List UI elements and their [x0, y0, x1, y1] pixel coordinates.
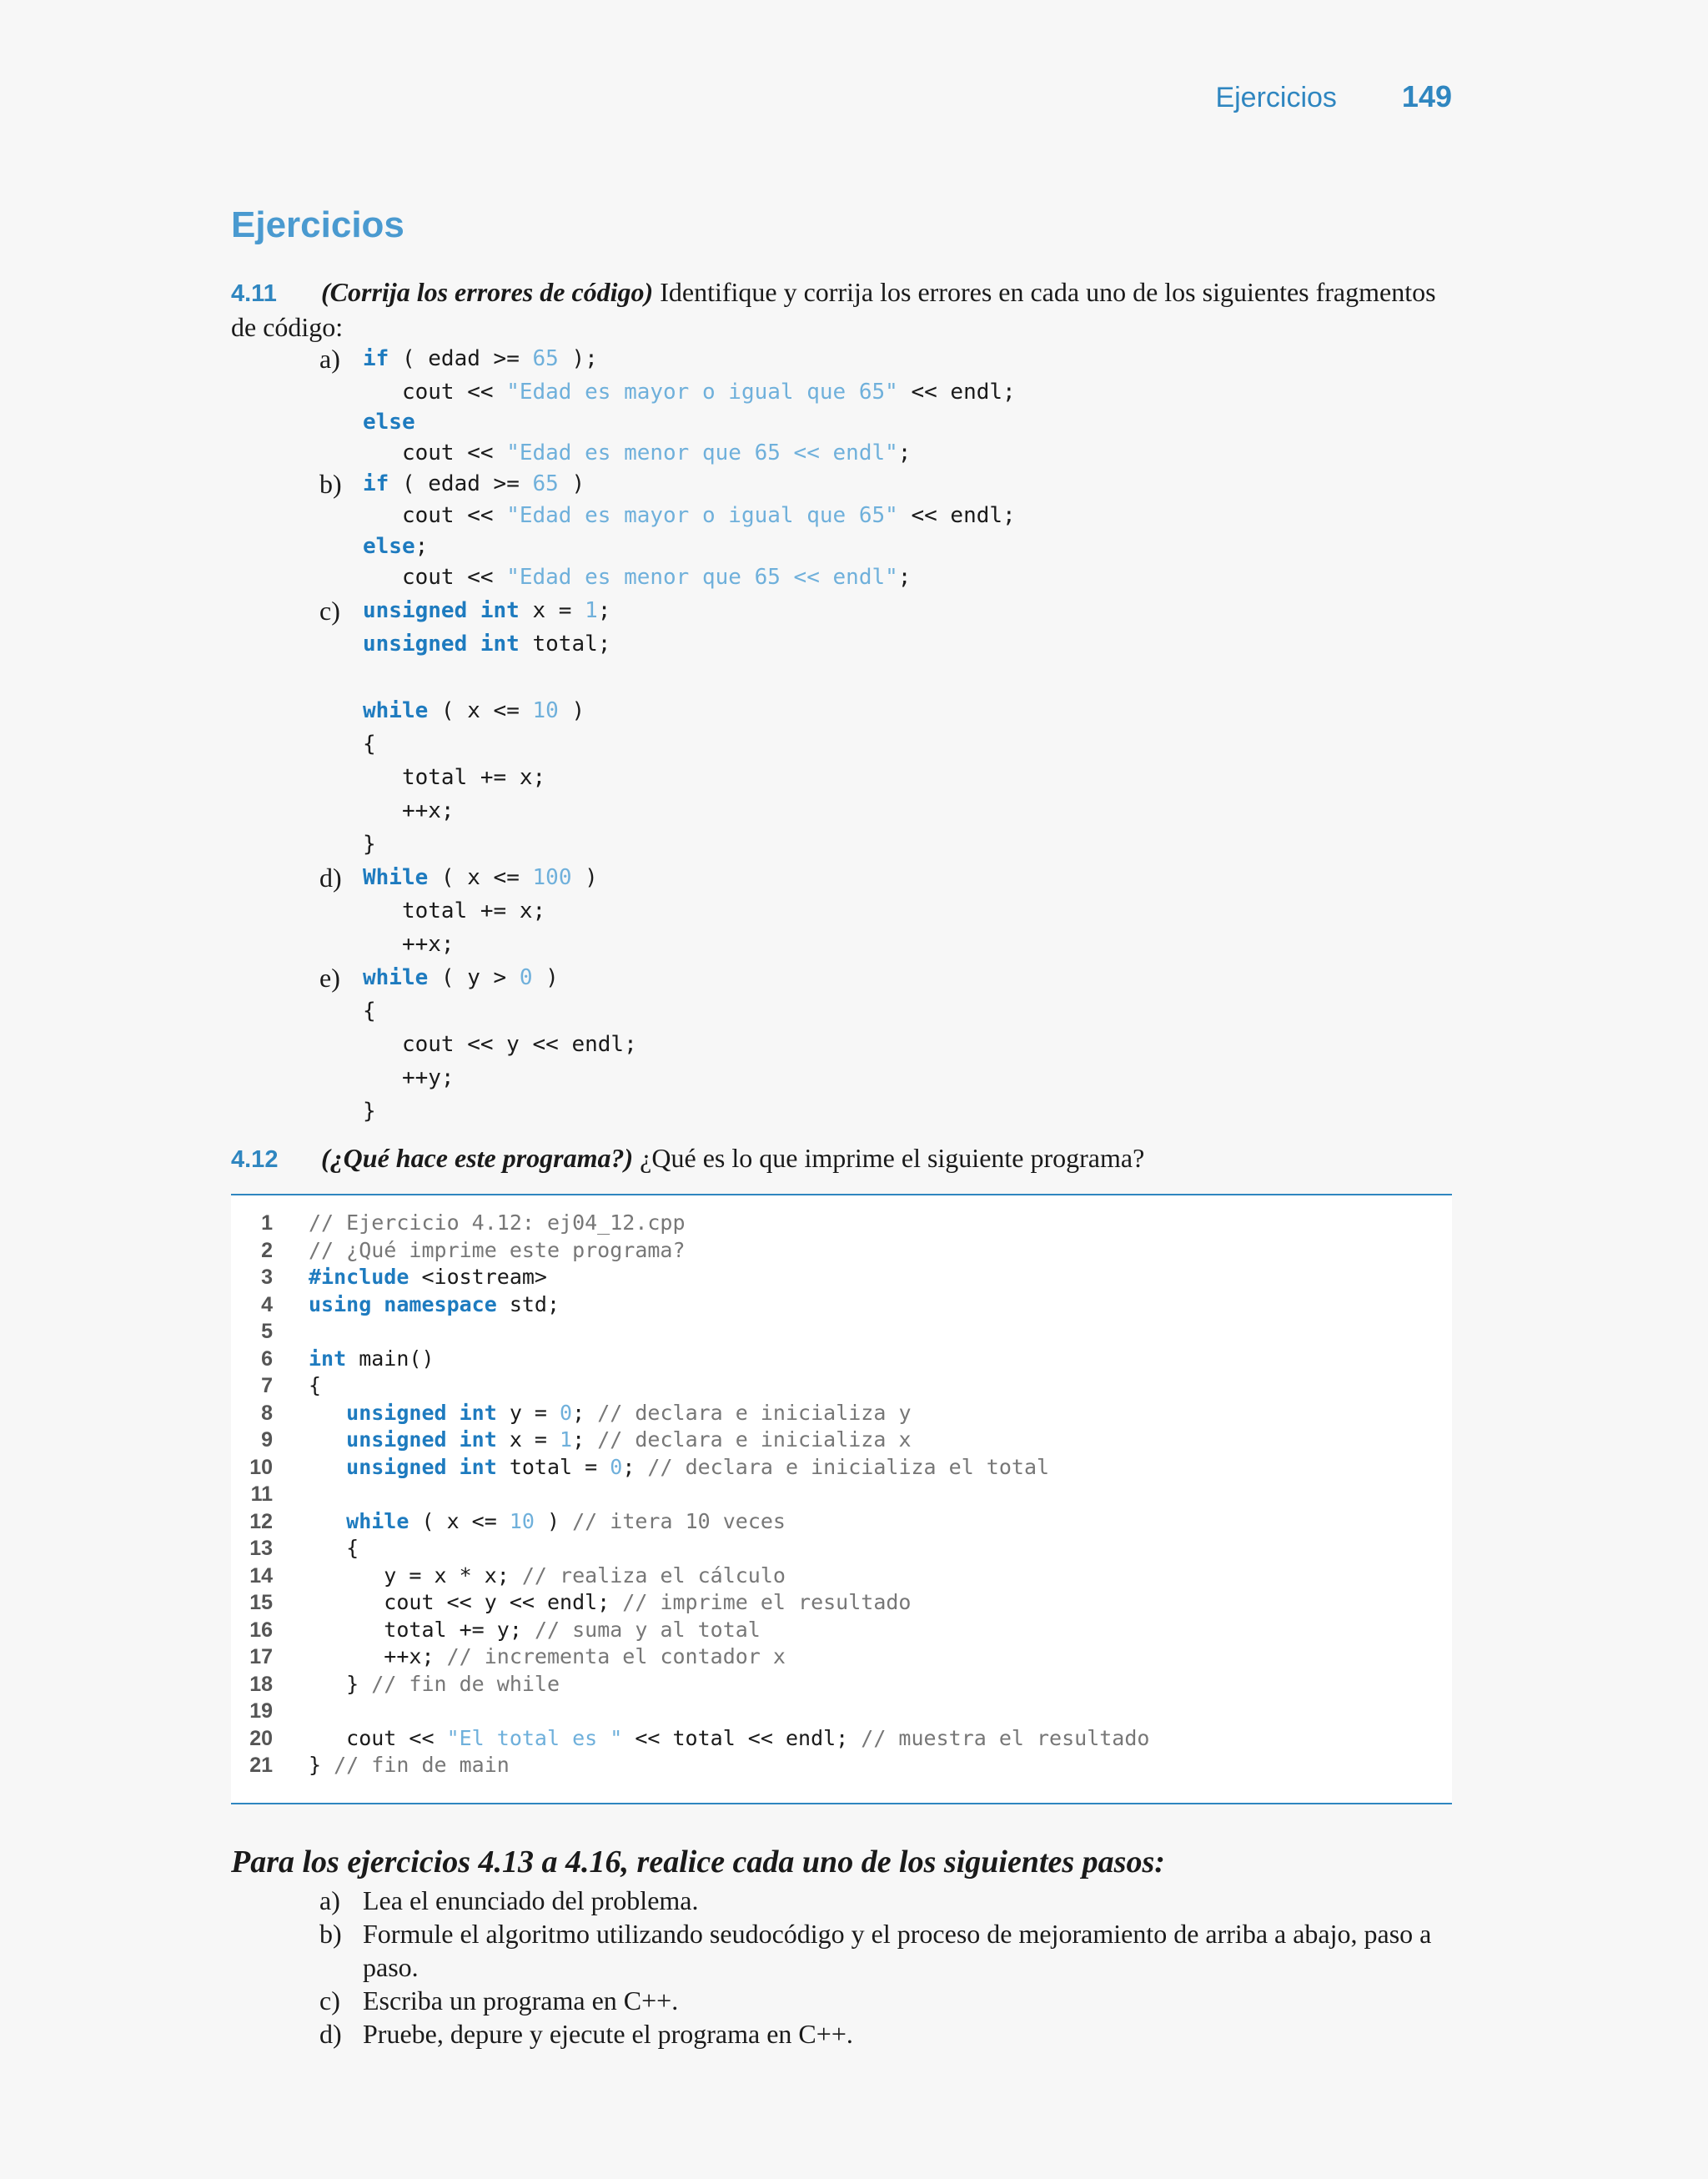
line-number: 16 [249, 1618, 273, 1642]
line-number: 12 [249, 1509, 273, 1533]
code-fragments [319, 342, 1404, 1128]
step-item [319, 1884, 1454, 1917]
line-number: 21 [249, 1754, 273, 1777]
code-line: while ( x <= 10 ) [363, 698, 585, 723]
listing-row: 15 cout << y << endl; // imprime el resultado [231, 1589, 1452, 1617]
step-letter: a) [319, 1885, 340, 1915]
line-number: 1 [261, 1211, 273, 1235]
line-number: 17 [249, 1645, 273, 1668]
exercise-4-11-intro [231, 275, 1452, 344]
listing-row: 4 using namespace std; [231, 1291, 1452, 1319]
step-item [319, 1917, 1454, 1984]
line-number: 4 [261, 1292, 273, 1316]
running-head-section: Ejercicios [1215, 82, 1337, 113]
code-line: } [363, 1099, 376, 1124]
code-line: d) While ( x <= 100 ) [319, 863, 598, 893]
code-line: ++x; [363, 932, 455, 957]
page-number: 149 [1401, 79, 1452, 113]
step-text: Formule el algoritmo utilizando seudocódigo y el proceso de mejoramiento de arriba a abajo, paso a paso. [363, 1919, 1432, 1982]
step-item [319, 1984, 1454, 2017]
steps-heading: Para los ejercicios 4.13 a 4.16, realice cada uno de los siguientes pasos: [231, 1844, 1165, 1880]
listing-row: 8 unsigned int y = 0; // declara e inicializa y [231, 1400, 1452, 1427]
line-number: 15 [249, 1591, 273, 1614]
listing-row [231, 1698, 1452, 1725]
exercise-text: Identifique y corrija los errores en cada uno de los siguientes fragmentos [653, 277, 1436, 307]
line-number: 20 [249, 1726, 273, 1750]
listing-row: 18 } // fin de while [231, 1671, 1452, 1698]
code-line: cout << "Edad es mayor o igual que 65" << endl; [363, 503, 1016, 528]
listing-row [231, 1481, 1452, 1508]
steps-list [319, 1884, 1454, 2051]
listing-row: 12 while ( x <= 10 ) // itera 10 veces [231, 1508, 1452, 1536]
listing-row: 17 ++x; // incrementa el contador x [231, 1643, 1452, 1671]
step-letter: c) [319, 1985, 340, 2015]
listing-row: 9 unsigned int x = 1; // declara e inicializa x [231, 1427, 1452, 1454]
step-letter: b) [319, 1919, 342, 1949]
code-line: cout << "Edad es menor que 65 << endl"; [363, 565, 912, 590]
part-letter-d: d) [319, 863, 342, 893]
part-letter-e: e) [319, 963, 340, 993]
code-line: { [363, 999, 376, 1024]
code-line: c) unsigned int x = 1; [319, 596, 611, 626]
running-head [1215, 79, 1452, 114]
listing-row: 16 total += y; // suma y al total [231, 1617, 1452, 1644]
code-line: e) while ( y > 0 ) [319, 963, 559, 993]
code-line: cout << y << endl; [363, 1032, 637, 1057]
code-line: else [363, 410, 415, 435]
exercise-label: (¿Qué hace este programa?) [321, 1143, 634, 1173]
line-number: 13 [249, 1537, 273, 1560]
code-line: unsigned int total; [363, 632, 611, 657]
line-number: 19 [249, 1699, 273, 1723]
line-number: 9 [261, 1428, 273, 1452]
listing-row: 2 // ¿Qué imprime este programa? [231, 1237, 1452, 1265]
code-line: ++y; [363, 1065, 455, 1090]
line-number: 5 [261, 1320, 273, 1343]
code-line: total += x; [363, 898, 546, 923]
line-number: 18 [249, 1672, 273, 1696]
part-letter-a: a) [319, 344, 340, 374]
code-line: a) if ( edad >= 65 ); [319, 344, 598, 374]
code-line: b) if ( edad >= 65 ) [319, 469, 585, 499]
exercise-text-cont: de código: [231, 312, 344, 342]
exercise-label: (Corrija los errores de código) [321, 277, 654, 307]
listing-row [231, 1318, 1452, 1346]
line-number: 7 [261, 1374, 273, 1397]
listing-row: 10 unsigned int total = 0; // declara e inicializa el total [231, 1454, 1452, 1482]
line-number: 8 [261, 1401, 273, 1425]
code-line: cout << "Edad es mayor o igual que 65" << endl; [363, 380, 1016, 405]
code-line [319, 661, 1404, 694]
code-line: else; [363, 534, 429, 559]
line-number: 2 [261, 1238, 273, 1262]
listing-row: 7 { [231, 1372, 1452, 1400]
listing-row: 3 #include <iostream> [231, 1264, 1452, 1291]
step-text: Escriba un programa en C++. [363, 1985, 679, 2015]
code-line: ++x; [363, 798, 455, 823]
listing-row: 14 y = x * x; // realiza el cálculo [231, 1563, 1452, 1590]
part-letter-c: c) [319, 596, 340, 626]
step-item [319, 2017, 1454, 2051]
line-number: 11 [250, 1482, 273, 1506]
exercise-number: 4.11 [231, 280, 277, 307]
code-line: } [363, 832, 376, 857]
listing-row: 20 cout << "El total es " << total << endl; // muestra el resultado [231, 1725, 1452, 1753]
part-letter-b: b) [319, 469, 342, 499]
section-title: Ejercicios [231, 204, 404, 245]
listing-row: 6 int main() [231, 1346, 1452, 1373]
code-listing [231, 1194, 1452, 1804]
exercise-4-12-intro [231, 1141, 1452, 1176]
line-number: 3 [261, 1266, 273, 1289]
listing-row: 1 // Ejercicio 4.12: ej04_12.cpp [231, 1210, 1452, 1237]
step-letter: d) [319, 2019, 342, 2049]
code-line: cout << "Edad es menor que 65 << endl"; [363, 440, 912, 465]
step-text: Pruebe, depure y ejecute el programa en C++. [363, 2019, 853, 2049]
exercise-number: 4.12 [231, 1146, 279, 1173]
line-number: 6 [261, 1346, 273, 1371]
exercise-text: ¿Qué es lo que imprime el siguiente programa? [633, 1143, 1145, 1173]
step-text: Lea el enunciado del problema. [363, 1885, 699, 1915]
listing-row: 13 { [231, 1535, 1452, 1563]
code-line: total += x; [363, 765, 546, 790]
code-line: { [363, 732, 376, 757]
line-number: 10 [249, 1455, 273, 1479]
line-number: 14 [249, 1563, 273, 1588]
listing-row: 21 } // fin de main [231, 1752, 1452, 1779]
